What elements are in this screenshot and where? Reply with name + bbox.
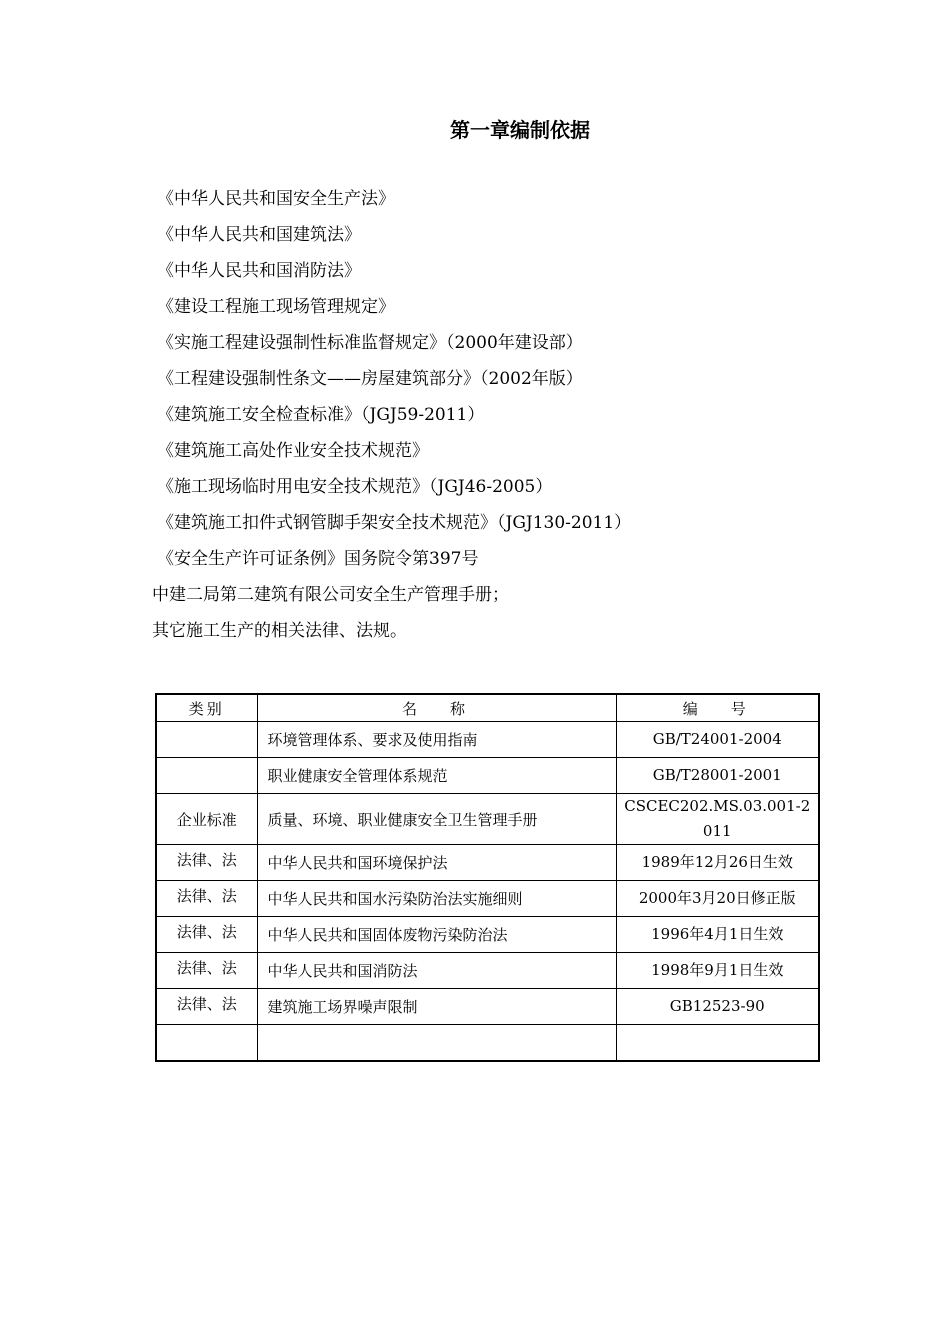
- row-category: 法律、法: [156, 989, 257, 1025]
- row-category: 法律、法: [156, 953, 257, 989]
- basis-item: 《中华人民共和国消防法》: [157, 261, 361, 281]
- header-code: 编号: [616, 694, 819, 722]
- row-code: 1998年9月1日生效: [616, 953, 819, 989]
- row-code: CSCEC202.MS.03.001-2011: [616, 794, 819, 845]
- basis-item: 《施工现场临时用电安全技术规范》（JGJ46-2005）: [157, 477, 553, 497]
- table-row: [156, 722, 819, 758]
- basis-item: 其它施工生产的相关法律、法规。: [152, 621, 407, 641]
- row-name: 职业健康安全管理体系规范: [257, 758, 616, 794]
- row-category: 法律、法: [156, 845, 257, 881]
- table-row: [156, 989, 819, 1025]
- row-category: [156, 1025, 257, 1062]
- chapter-heading: 第一章编制依据: [450, 118, 590, 142]
- row-code: 1996年4月1日生效: [616, 917, 819, 953]
- basis-item: 《建筑施工安全检查标准》（JGJ59-2011）: [157, 405, 485, 425]
- basis-item: 《中华人民共和国安全生产法》: [157, 189, 395, 209]
- row-name: 中华人民共和国环境保护法: [257, 845, 616, 881]
- table-row: [156, 1025, 819, 1062]
- basis-item: 中建二局第二建筑有限公司安全生产管理手册；: [152, 585, 509, 605]
- row-category: 法律、法: [156, 881, 257, 917]
- table-row: [156, 845, 819, 881]
- basis-item: 《工程建设强制性条文——房屋建筑部分》（2002年版）: [157, 369, 583, 389]
- row-name: 质量、环境、职业健康安全卫生管理手册: [257, 794, 616, 845]
- table-row: [156, 794, 819, 845]
- row-category: [156, 758, 257, 794]
- basis-item: 《建筑施工扣件式钢管脚手架安全技术规范》（JGJ130-2011）: [157, 513, 632, 533]
- basis-item: 《建筑施工高处作业安全技术规范》: [157, 441, 429, 461]
- header-category: 类别: [156, 694, 257, 722]
- row-name: 建筑施工场界噪声限制: [257, 989, 616, 1025]
- table-header-row: [156, 694, 819, 722]
- row-code: GB/T24001-2004: [616, 722, 819, 758]
- table-row: [156, 758, 819, 794]
- row-category: [156, 722, 257, 758]
- row-name: [257, 1025, 616, 1062]
- table-row: [156, 881, 819, 917]
- row-name: 中华人民共和国水污染防治法实施细则: [257, 881, 616, 917]
- row-name: 中华人民共和国固体废物污染防治法: [257, 917, 616, 953]
- row-name: 环境管理体系、要求及使用指南: [257, 722, 616, 758]
- basis-item: 《实施工程建设强制性标准监督规定》（2000年建设部）: [157, 333, 583, 353]
- table-row: [156, 917, 819, 953]
- row-code: GB12523-90: [616, 989, 819, 1025]
- header-name: 名称: [257, 694, 616, 722]
- row-code: 2000年3月20日修正版: [616, 881, 819, 917]
- basis-item: 《安全生产许可证条例》国务院令第397号: [157, 549, 479, 569]
- row-code: 1989年12月26日生效: [616, 845, 819, 881]
- basis-item: 《建设工程施工现场管理规定》: [157, 297, 395, 317]
- standards-table: [155, 693, 820, 1062]
- row-category: 法律、法: [156, 917, 257, 953]
- row-category: 企业标准: [156, 794, 257, 845]
- row-name: 中华人民共和国消防法: [257, 953, 616, 989]
- row-code: GB/T28001-2001: [616, 758, 819, 794]
- row-code: [616, 1025, 819, 1062]
- table-row: [156, 953, 819, 989]
- basis-item: 《中华人民共和国建筑法》: [157, 225, 361, 245]
